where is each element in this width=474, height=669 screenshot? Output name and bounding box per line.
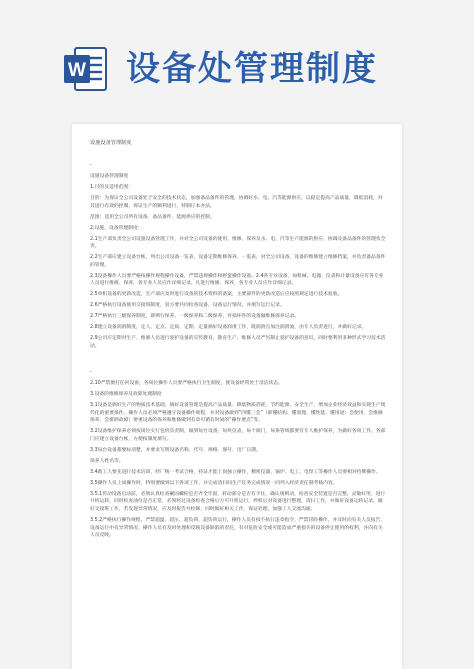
paragraph: 范围：适用全公司所有设备、备品备件、能源供应的控制。 xyxy=(90,214,215,220)
word-icon-letter: W xyxy=(68,60,86,81)
paragraph: 2.9公司应定期对生产、维修人员进行爱护设备的宣传教育，教育生产、维修人员严厉制止爱护设备的意识，同时要利用多种形式学习技术活动。 xyxy=(90,336,386,349)
paragraph: 3.设备的维修保养及故障处理制度 xyxy=(90,392,162,398)
paragraph: 保养人姓名等。 xyxy=(90,458,124,464)
page-title: 设备处管理制度 xyxy=(126,49,378,89)
paragraph: 2.5单机设备的更新改造，生产部应及时进行设备的技术资料的备案，主要部件的更新改造后应按照规定进行技术验收。 xyxy=(90,292,343,298)
paragraph: 3.5操作人员上岗操作时，特别要做到以下各项工作，并完成清扫间生产任务完成情况一同列入经济责任制考核内容。 xyxy=(90,480,338,486)
paragraph: 目的：为保证全公司设备处于安全的技术状态，加强备品备件的管理，协调好水、电、汽等能源供应，以稳定提高产品质量，降低消耗，对其进行有效的控制，保证生产的顺利进行，特制订本办法。 xyxy=(90,196,383,209)
paragraph: 3.3每台设备都要标清楚，并要求写明设备名称、代号、规格、图号、出厂日期。 xyxy=(90,447,261,453)
section-marker: - xyxy=(90,369,92,375)
paragraph: 2.6严格执行设备使用交接班制度，双方要共同检查设备，设备运行情况，并填写运行记录。 xyxy=(90,303,285,309)
section-marker: - xyxy=(90,162,92,168)
document-banner xyxy=(0,0,474,118)
word-document-icon xyxy=(62,46,108,92)
paragraph: 3.1设备是搞好生产的物质技术基础，搞好设备管理是提高产品质量、降低物质消耗，节约能源，安全生产，增加企业经济效益和实现生产现代化的重要条件。操作人员必须严格遵守设备操作规程，并对设备做到“四懂三会”（即懂结构、懂原理、懂性能、懂用途；会使用、会维修保养、会排除故障）要重设备的保养和维修做到有章可循有时间的“操作要点”等。 xyxy=(90,403,386,424)
document-subheading: 设施设备管理制度 xyxy=(90,174,129,180)
paragraph: 3.5.1传动设备启动前，必须认真检查紧固螺栓是否齐全牢固，转动部分是否有卡住，确认规则动，检查安全装置是否完整，灵敏好用，进行开机运转，同时检查油位是否正常，必须经过设备检查合格后方可开机运行，停机后对设备进行整理，清扫工作，并做好设备运转记录，做好交接班工作，若发现异常情况，应及时报告并检修，同时做好相关工作，保证处理，加强工人交流沟通。 xyxy=(90,491,386,512)
paragraph: 1.目的及适用范围： xyxy=(90,185,133,191)
paragraph: 2.10严禁擅打任何设备，各岗位操作人员要严格执行卫生制度，使设备经常处于清洁状态。 xyxy=(90,381,283,387)
document-page xyxy=(72,124,402,669)
paragraph: 3.4新工人要先进行技术培训，经厂统一考试合格，持证才能上岗独立操作，精密仪器、锅炉、电工、电焊工等操作人员要相对持牌操作。 xyxy=(90,469,381,475)
paragraph: 2.2生产部应建立设备台帐，列出公司设备一览表，设备定期维修保养、一览表，对全公司设备，设备的维修建立维修档案，并负责备品备件的管理。 xyxy=(90,255,386,268)
paragraph: 2.3设备操作人员要严格按操作规程操作设备，严禁违规操作和野蛮操作设备。2.4各专业设备，如机械、电器、仪表和计量设备应有各专业人员进行维修、保养，各专业人员应作详细记录。凡进行维修、保养，各专业人员应作详细记录。 xyxy=(90,273,384,287)
document-heading: 设施设备管理制度 xyxy=(90,140,132,146)
document-body xyxy=(90,140,386,543)
paragraph: 2.1生产部负责全公司设施设备管理工作，并对全公司设备的使用、维修、保养及水、电、汽等生产能源的供应、协调及备品备件的管理负全责。 xyxy=(90,236,386,250)
paragraph: 2.8建立设备润滑制度，定人、定点、定质、定期、定量搞好设备润滑工作，既润滑点加注润滑油，由专人负责进行，并做好记录。 xyxy=(90,325,367,331)
paragraph: 2.7严格执行三级保养制度，即例行保养、一级保养和二级保养，对损坏件的设备做维修保养记录。 xyxy=(90,314,300,320)
paragraph: 2.设施、设备管理制度： xyxy=(90,225,143,231)
paragraph: 3.5.2严格执行操作规程，严禁超温、超压、超负荷、超负荷运行，操作人员有权不执行违章指令，严禁冒险操作，并及时向有关人员报告，设备运行中有异常情况，操作人员有及时处理和反映设备缺陷的责任，有对危险安全或可能造成严重损失的设备停止使用的权利，并向有关人员反映。 xyxy=(90,517,386,539)
paragraph: 3.2设备维护保养必须按岗位实行包机负责制，做到每台设备，每块仪表，每个阀门，每条管线都要有专人维护保养，为做好各项工作，各部门应建立设备台帐，方便按制度填写。 xyxy=(90,429,386,442)
